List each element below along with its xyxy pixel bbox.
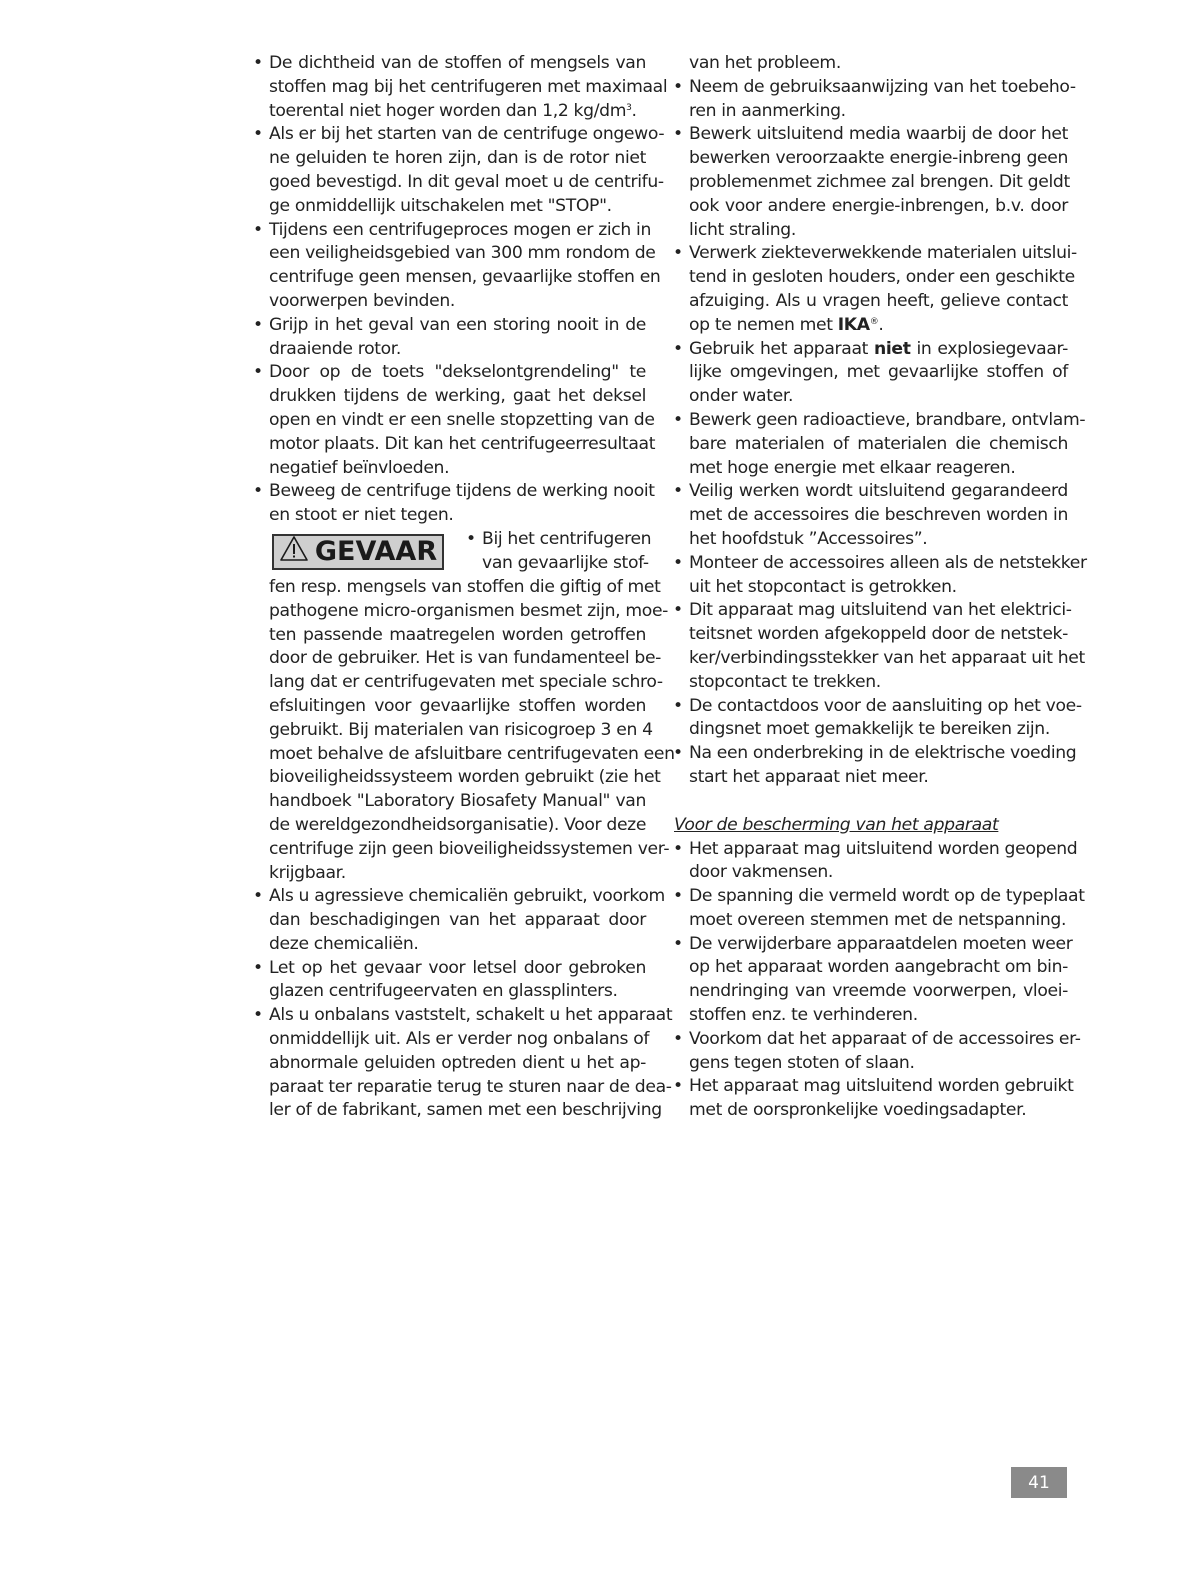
text-line: stoffen mag bij het centrifugeren met maximaal <box>269 76 668 97</box>
text-line: door vakmensen. <box>689 862 833 883</box>
text-line: ker/verbindingsstekker van het apparaat uit het <box>689 647 1085 668</box>
text-line: • Monteer de accessoires alleen als de netstekker <box>689 552 1087 573</box>
text-line: met de accessoires die beschreven worden in <box>689 505 1068 526</box>
text-line: centrifuge zijn geen bioveiligheidssystemen ver- <box>269 838 670 859</box>
list-item <box>252 1004 673 1123</box>
list-item <box>672 885 1085 933</box>
list-item <box>252 361 656 480</box>
list-item <box>672 409 1086 480</box>
text-line: • De spanning die vermeld wordt op de typeplaat <box>689 886 1085 907</box>
text-line: centrifuge geen mensen, gevaarlijke stoffen en <box>269 267 661 288</box>
page-number: 41 <box>1011 1467 1067 1498</box>
text-line: op het apparaat worden aangebracht om bin- <box>689 957 1068 978</box>
list-item <box>672 123 1068 242</box>
brand-name: IKA <box>837 314 870 335</box>
protection-bullet-list <box>672 838 1085 1124</box>
text-line: bare materialen of materialen die chemisch <box>689 433 1068 454</box>
text-line: • Bewerk uitsluitend media waarbij de door het <box>689 124 1068 145</box>
text-line: • Door op de toets "dekselontgrendeling" te <box>269 362 646 383</box>
text-line: uit het stopcontact is getrokken. <box>689 576 957 597</box>
text-line: deze chemicaliën. <box>269 933 419 954</box>
text-line: glazen centrifugeervaten en glassplinters. <box>269 981 618 1002</box>
text-line: • Bewerk geen radioactieve, brandbare, ontvlam- <box>689 409 1086 430</box>
text-line: onmiddellijk uit. Als er verder nog onbalans of <box>269 1029 650 1050</box>
list-item <box>252 314 646 362</box>
text-line: moet overeen stemmen met de netspanning. <box>689 909 1067 930</box>
text-line: fen resp. mengsels van stoffen die giftig of met <box>269 576 661 597</box>
text-line: door de gebruiker. Het is van fundamenteel be- <box>269 648 662 669</box>
text-line: paraat ter reparatie terug te sturen naar de dea- <box>269 1076 672 1097</box>
danger-side-text <box>464 528 652 576</box>
text-line: dan beschadigingen van het apparaat door <box>269 910 646 931</box>
continuation-text: van het probleem. <box>689 53 841 73</box>
text-line: ren in aanmerking. <box>689 100 846 121</box>
text-line: • De dichtheid van de stoffen of mengsels van <box>269 53 646 73</box>
text-line: • Als u onbalans vaststelt, schakelt u het apparaat <box>269 1005 673 1026</box>
list-item <box>252 957 646 1005</box>
text-line: • Veilig werken wordt uitsluitend gegarandeerd <box>689 481 1068 502</box>
text-line: voorwerpen bevinden. <box>269 290 455 311</box>
text-line: handboek "Laboratory Biosafety Manual" van <box>269 791 646 812</box>
text-line: van gevaarlijke stof- <box>482 552 649 573</box>
bold-text: niet <box>873 338 911 359</box>
text-line: • Het apparaat mag uitsluitend worden geopend <box>689 838 1078 859</box>
text-line: ler of de fabrikant, samen met een beschrijving <box>269 1100 662 1121</box>
danger-label: GEVAAR <box>314 536 438 568</box>
list-item <box>672 552 1087 600</box>
text-line: toerental niet hoger worden dan 1,2 $kg/dm^3$. <box>269 100 637 121</box>
text-line: stopcontact te trekken. <box>689 671 881 692</box>
text-line: start het apparaat niet meer. <box>689 766 929 787</box>
warning-triangle-icon <box>279 535 309 570</box>
text-line: onder water. <box>689 386 794 407</box>
text-line: • Neem de gebruiksaanwijzing van het toebeho- <box>689 76 1076 97</box>
text-line: • De contactdoos voor de aansluiting op het voe- <box>689 695 1082 716</box>
text-line: problemenmet zichmee zal brengen. Dit geldt <box>689 171 1070 192</box>
text-line: stoffen enz. te verhinderen. <box>689 1005 918 1026</box>
list-item <box>252 123 665 218</box>
text-line: goed bevestigd. In dit geval moet u de centrifu- <box>269 171 664 192</box>
list-item <box>672 338 1068 409</box>
text-line: • Na een onderbreking in de elektrische voeding <box>689 743 1077 764</box>
text-line: abnormale geluiden optreden dient u het ap- <box>269 1052 646 1073</box>
text-line: motor plaats. Dit kan het centrifugeerresultaat <box>269 433 656 454</box>
left-column <box>252 52 675 1123</box>
text-line: krijgbaar. <box>269 862 346 883</box>
list-item <box>252 480 655 528</box>
text-line: met hoge energie met elkaar reageren. <box>689 457 1016 478</box>
text-line: lijke omgevingen, met gevaarlijke stoffen of <box>689 362 1068 383</box>
superscript: 3 <box>626 102 632 113</box>
text-line: ook voor andere energie-inbrengen, b.v. door <box>689 195 1068 216</box>
list-item <box>252 219 661 314</box>
text-line: draaiende rotor. <box>269 338 402 359</box>
text-line: lang dat er centrifugevaten met speciale schro- <box>269 672 663 693</box>
text-line: moet behalve de afsluitbare centrifugevaten een <box>269 743 675 764</box>
danger-badge <box>272 534 444 570</box>
text-line: teitsnet worden afgekoppeld door de netstek- <box>689 624 1068 645</box>
list-item <box>672 76 1076 124</box>
text-line: gens tegen stoten of slaan. <box>689 1052 915 1073</box>
text-line: de wereldgezondheidsorganisatie). Voor deze <box>269 814 647 835</box>
text-line: • De verwijderbare apparaatdelen moeten weer <box>689 933 1073 954</box>
text-line: ne geluiden te horen zijn, dan is de rotor niet <box>269 148 646 169</box>
text-line: drukken tijdens de werking, gaat het deksel <box>269 386 646 407</box>
danger-continuation-text <box>252 576 675 885</box>
text-line: nendringing van vreemde voorwerpen, vloei- <box>689 981 1068 1002</box>
text-line: • Het apparaat mag uitsluitend worden gebruikt <box>689 1076 1074 1097</box>
list-item <box>672 599 1085 694</box>
left-bullet-list <box>252 52 668 528</box>
list-item <box>672 838 1078 886</box>
text-line: • Tijdens een centrifugeproces mogen er zich in <box>269 219 652 240</box>
text-line: • Dit apparaat mag uitsluitend van het elektrici- <box>689 600 1072 621</box>
text-line: ge onmiddellijk uitschakelen met "STOP". <box>269 195 612 216</box>
section-title: Voor de bescherming van het apparaat <box>674 814 999 835</box>
text-line: ten passende maatregelen worden getroffen <box>269 624 646 645</box>
list-item <box>672 742 1077 790</box>
text-line: licht straling. <box>689 219 796 240</box>
left-bullet-list-2 <box>252 885 673 1123</box>
list-item <box>672 242 1077 337</box>
list-item <box>672 695 1082 743</box>
text-line: • Grijp in het geval van een storing nooit in de <box>269 314 646 335</box>
list-item <box>252 885 665 956</box>
text-line: pathogene micro-organismen besmet zijn, moe- <box>269 600 669 621</box>
list-item <box>672 1075 1074 1123</box>
text-line: bewerken veroorzaakte energie-inbreng geen <box>689 148 1068 169</box>
text-line: en stoot er niet tegen. <box>269 505 454 526</box>
text-line: dingsnet moet gemakkelijk te bereiken zijn. <box>689 719 1050 740</box>
text-line: afzuiging. Als u vragen heeft, gelieve contact <box>689 290 1068 311</box>
text-line: • Voorkom dat het apparaat of de accessoires er- <box>689 1028 1081 1049</box>
list-item <box>252 52 668 123</box>
text-line: het hoofdstuk ”Accessoires”. <box>689 528 928 549</box>
registered-mark: ® <box>869 316 879 327</box>
text-line: • Verwerk ziekteverwekkende materialen uitslui- <box>689 243 1077 264</box>
right-column <box>672 52 1087 1123</box>
text-line: • Als u agressieve chemicaliën gebruikt, voorkom <box>269 886 665 907</box>
danger-notice <box>252 528 652 576</box>
text-line: een veiligheidsgebied van 300 mm rondom de <box>269 243 656 264</box>
text-line: met de oorspronkelijke voedingsadapter. <box>689 1100 1027 1121</box>
text-line: gebruikt. Bij materialen van risicogroep 3 en 4 <box>269 719 653 740</box>
text-line: • Als er bij het starten van de centrifuge ongewo- <box>269 124 665 145</box>
list-item <box>672 1028 1081 1076</box>
text-line: • Gebruik het apparaat niet in explosiegevaar- <box>689 338 1068 359</box>
text-line: • Bij het centrifugeren <box>464 528 646 552</box>
text-line: tend in gesloten houders, onder een geschikte <box>689 267 1075 288</box>
text-line: • Beweeg de centrifuge tijdens de werking nooit <box>269 481 655 502</box>
text-line: • Let op het gevaar voor letsel door gebroken <box>269 957 646 978</box>
list-item <box>672 933 1073 1028</box>
text-line: negatief beïnvloeden. <box>269 457 450 478</box>
right-bullet-list <box>672 76 1087 790</box>
text-line: op te nemen met IKA®. <box>689 314 884 335</box>
text-line: efsluitingen voor gevaarlijke stoffen worden <box>269 695 646 716</box>
list-item <box>672 480 1068 551</box>
text-line: bioveiligheidssysteem worden gebruikt (zie het <box>269 767 661 788</box>
text-line: open en vindt er een snelle stopzetting van de <box>269 409 655 430</box>
